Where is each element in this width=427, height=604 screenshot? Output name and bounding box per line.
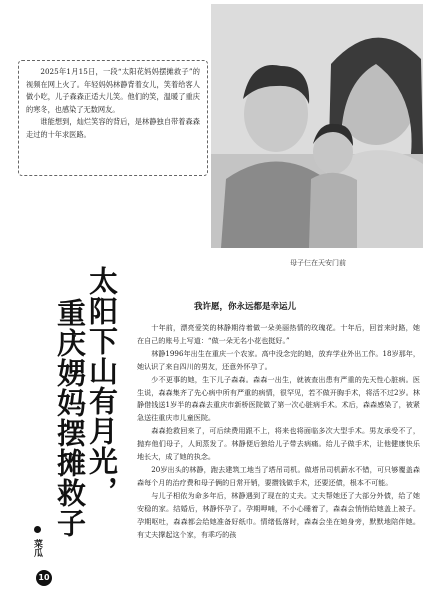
author-name: 菜瓜 bbox=[32, 539, 42, 558]
intro-paragraph: 2025年1月15日，一段“太阳花妈妈摆摊救子”的视频在网上火了。年轻妈妈林静背着女儿，笑着给客人做小吃，儿子森森正适大儿笑。他们的笑，温暖了重庆的寒冬，也感染了无数网友。 bbox=[26, 67, 200, 114]
intro-box bbox=[18, 60, 208, 176]
article-body bbox=[137, 322, 420, 541]
family-photo-illustration bbox=[211, 4, 423, 248]
article-paragraph: 少不更事的她，生下儿子森森。森森一出生，就被查出患有严重的先天性心脏病。医生说，森森集齐了先心病中所有严重的病情，很罕见，若不做开胸手术，将活不过2岁。林静借钱送1岁半的森森去重庆市新桥医院做了第一次心脏病手术。术后，森森感染了，被紧急送往重庆市儿童医院。 bbox=[137, 374, 420, 423]
author-dot-icon bbox=[34, 526, 41, 533]
author bbox=[31, 526, 44, 557]
title-line-1: 太阳下山有月光， bbox=[85, 266, 119, 506]
photo-caption: 母子仨在天安门前 bbox=[290, 259, 346, 267]
intro-paragraph: 谁能想到，灿烂笑容的背后，是林静独自带着森森走过的十年求医路。 bbox=[26, 117, 200, 139]
title-line-2: 重庆娚妈摆摊救子 bbox=[53, 298, 87, 538]
page-number: 10 bbox=[36, 570, 52, 586]
article-paragraph: 十年前，漂亮爱笑的林静期待着做一朵美丽热情的玫瑰花。十年后，回首来时路，她在自己的账号上写道：“做一朵无名小花也挺好。” bbox=[137, 323, 420, 345]
article-paragraph: 20岁出头的林静，跑去建筑工地当了塔吊司机。做塔吊司机薪水不错，可只够覆盖森森每个月的治疗费和母子俩的日常开销，要攒钱做手术，还要还债，根本不可能。 bbox=[137, 464, 420, 487]
family-photo bbox=[211, 4, 423, 248]
article-paragraph: 森森抢救回来了，可后续费用跟不上，将来也将面临多次大型手术。男友承受不了，抛弃他们母子，人间蒸发了。林静便后独给儿子带去病痛。给儿子做手术，让他健康快乐地长大，成了她的执念。 bbox=[137, 426, 420, 462]
article-paragraph: 与儿子相依为命多年后，林静遇到了现在的丈夫。丈夫帮她还了大部分外债，给了她安稳的家。结婚后，林静怀孕了。孕期呷哺，不小心睡着了，森森会悄悄给她盖上被子。孕期呕吐，森森都会给她准备好纸巾。情绪低落时，森森会坐在她身旁，默默地陪伴她。有丈夫撑起这个家，有乖巧的孩 bbox=[137, 490, 420, 539]
article-paragraph: 林静1996年出生在重庆一个农家。高中没念完的她，放弃学业外出工作。18岁那年，她认识了来自四川的男友，还意外怀孕了。 bbox=[137, 348, 420, 371]
article-subheading: 我许愿，你永远都是幸运儿 bbox=[194, 302, 297, 312]
